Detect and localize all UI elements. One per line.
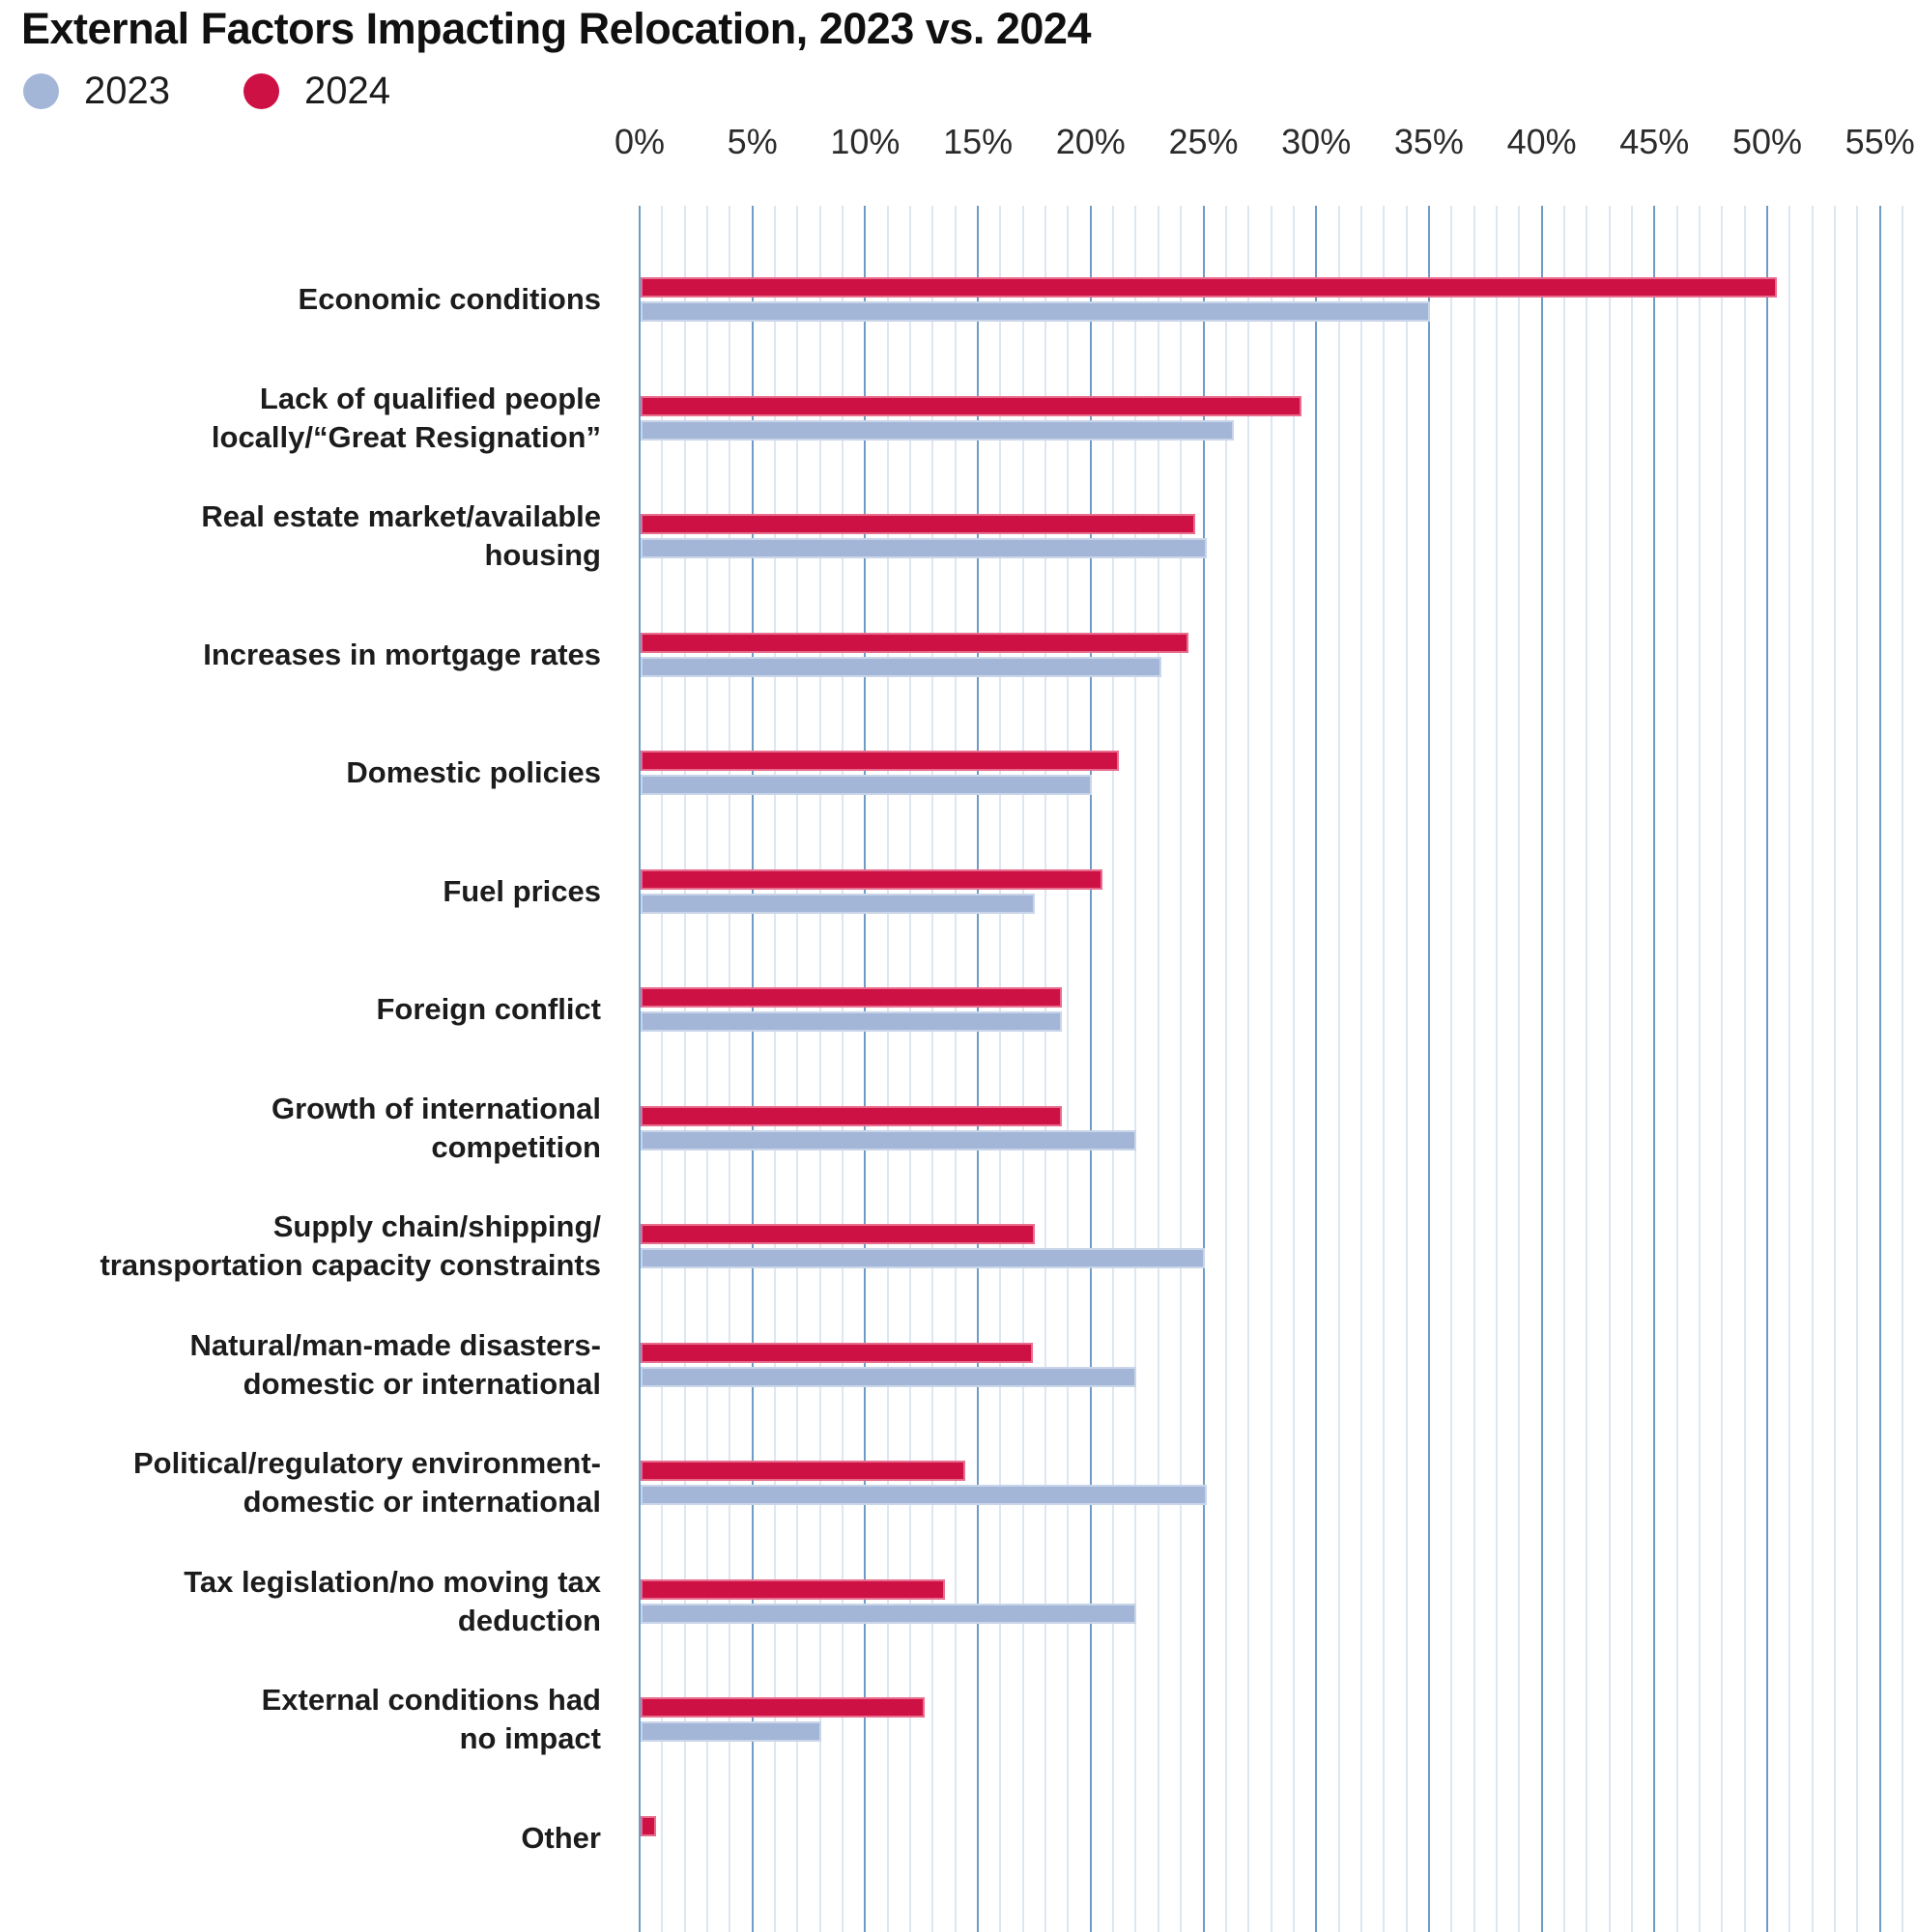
gridline-minor bbox=[1360, 206, 1362, 1932]
gridline-minor bbox=[1609, 206, 1611, 1932]
x-tick-label: 15% bbox=[943, 122, 1014, 161]
gridline-major bbox=[752, 206, 754, 1932]
x-tick-label: 35% bbox=[1393, 122, 1464, 161]
gridline-minor bbox=[729, 206, 730, 1932]
gridline-minor bbox=[684, 206, 686, 1932]
bar-2023 bbox=[641, 894, 1035, 914]
bar-2024 bbox=[641, 1224, 1035, 1244]
category-label bbox=[0, 1563, 601, 1640]
gridline-minor bbox=[796, 206, 798, 1932]
x-tick-label: 40% bbox=[1506, 122, 1577, 161]
bar-2024 bbox=[641, 514, 1195, 534]
gridline-minor bbox=[887, 206, 889, 1932]
gridline-minor bbox=[661, 206, 663, 1932]
category-label-line: Economic conditions bbox=[298, 282, 601, 316]
category-label-line: locally/“Great Resignation” bbox=[211, 419, 601, 454]
bar-2023 bbox=[641, 1604, 1136, 1624]
category-label-line: competition bbox=[431, 1129, 601, 1164]
gridline-minor bbox=[955, 206, 957, 1932]
bar-2023 bbox=[641, 775, 1092, 795]
category-label-line: housing bbox=[484, 538, 601, 572]
gridline-minor bbox=[1496, 206, 1498, 1932]
gridline-major bbox=[639, 206, 641, 1932]
bar-2023 bbox=[641, 538, 1207, 558]
x-tick-label: 30% bbox=[1281, 122, 1352, 161]
gridline-minor bbox=[819, 206, 821, 1932]
category-label-line: Political/regulatory environment- bbox=[132, 1446, 601, 1480]
gridline-major bbox=[864, 206, 866, 1932]
gridline-minor bbox=[1744, 206, 1746, 1932]
legend-label-2023: 2023 bbox=[84, 70, 170, 112]
category-label bbox=[0, 1090, 601, 1167]
gridline-minor bbox=[842, 206, 844, 1932]
gridline-minor bbox=[909, 206, 911, 1932]
gridline-minor bbox=[1338, 206, 1340, 1932]
bar-2024 bbox=[641, 1697, 925, 1718]
gridline-minor bbox=[1563, 206, 1565, 1932]
x-tick-label: 20% bbox=[1055, 122, 1126, 161]
gridline-minor bbox=[1812, 206, 1814, 1932]
category-label-line: Natural/man-made disasters- bbox=[189, 1327, 601, 1362]
gridline-minor bbox=[999, 206, 1001, 1932]
category-label-line: Tax legislation/no moving tax bbox=[184, 1564, 601, 1599]
bar-2024 bbox=[641, 869, 1102, 890]
gridline-minor bbox=[1044, 206, 1046, 1932]
gridline-minor bbox=[1450, 206, 1452, 1932]
bar-2023 bbox=[641, 301, 1430, 322]
category-label bbox=[0, 1819, 601, 1858]
category-label bbox=[0, 872, 601, 911]
category-label bbox=[0, 1444, 601, 1521]
bar-2024 bbox=[641, 1579, 945, 1600]
category-label bbox=[0, 753, 601, 792]
gridline-minor bbox=[1271, 206, 1273, 1932]
category-label-line: deduction bbox=[457, 1603, 601, 1637]
category-label-line: External conditions had bbox=[261, 1683, 601, 1717]
gridline-minor bbox=[1225, 206, 1227, 1932]
bar-2023 bbox=[641, 1485, 1207, 1505]
gridline-minor bbox=[774, 206, 776, 1932]
bar-2024 bbox=[641, 1343, 1033, 1363]
category-label-line: Foreign conflict bbox=[376, 992, 601, 1026]
gridline-minor bbox=[1699, 206, 1701, 1932]
bar-2023 bbox=[641, 1248, 1205, 1268]
x-tick-label: 25% bbox=[1168, 122, 1239, 161]
category-label bbox=[0, 497, 601, 575]
plot-area bbox=[640, 206, 1916, 1932]
bar-2024 bbox=[641, 396, 1301, 416]
bar-2024 bbox=[641, 751, 1119, 771]
gridline-major bbox=[1879, 206, 1881, 1932]
x-tick-label: 0% bbox=[614, 122, 666, 161]
bar-2024 bbox=[641, 277, 1777, 298]
category-label bbox=[0, 990, 601, 1029]
gridline-minor bbox=[1856, 206, 1858, 1932]
gridline-minor bbox=[1631, 206, 1633, 1932]
gridline-minor bbox=[1134, 206, 1136, 1932]
gridline-minor bbox=[1473, 206, 1475, 1932]
gridline-major bbox=[1203, 206, 1205, 1932]
gridline-major bbox=[1653, 206, 1655, 1932]
gridline-minor bbox=[931, 206, 933, 1932]
category-label bbox=[0, 1326, 601, 1404]
x-tick-label: 45% bbox=[1619, 122, 1690, 161]
category-label bbox=[0, 1208, 601, 1285]
bar-2023 bbox=[641, 1367, 1136, 1387]
x-tick-label: 50% bbox=[1731, 122, 1803, 161]
category-label bbox=[0, 1681, 601, 1758]
gridline-minor bbox=[1180, 206, 1182, 1932]
legend-label-2024: 2024 bbox=[303, 70, 390, 112]
category-label-line: no impact bbox=[459, 1721, 601, 1755]
category-label-line: Fuel prices bbox=[443, 873, 601, 908]
gridline-major bbox=[1766, 206, 1768, 1932]
x-tick-label: 55% bbox=[1845, 122, 1915, 161]
gridline-minor bbox=[1676, 206, 1678, 1932]
gridline-major bbox=[1541, 206, 1543, 1932]
gridline-major bbox=[1428, 206, 1430, 1932]
gridline-minor bbox=[1721, 206, 1723, 1932]
gridline-minor bbox=[1383, 206, 1385, 1932]
category-label-line: Real estate market/available bbox=[201, 499, 601, 533]
bar-2024 bbox=[641, 633, 1188, 653]
category-label-line: Supply chain/shipping/ bbox=[272, 1209, 601, 1243]
bar-2024 bbox=[641, 987, 1062, 1008]
gridline-minor bbox=[1247, 206, 1249, 1932]
gridline-minor bbox=[1067, 206, 1069, 1932]
category-label-line: Other bbox=[521, 1820, 601, 1855]
bar-2023 bbox=[641, 1130, 1136, 1151]
category-labels bbox=[0, 0, 618, 1932]
x-tick-label: 10% bbox=[830, 122, 901, 161]
gridline-minor bbox=[1293, 206, 1295, 1932]
gridline-minor bbox=[1518, 206, 1520, 1932]
gridline-minor bbox=[1902, 206, 1903, 1932]
category-label bbox=[0, 280, 601, 319]
category-label bbox=[0, 636, 601, 674]
bar-2024 bbox=[641, 1106, 1062, 1126]
category-label-line: domestic or international bbox=[243, 1366, 601, 1401]
gridline-minor bbox=[1112, 206, 1114, 1932]
gridline-minor bbox=[706, 206, 708, 1932]
category-label bbox=[0, 380, 601, 457]
bar-2023 bbox=[641, 1011, 1062, 1032]
category-label-line: Increases in mortgage rates bbox=[203, 637, 601, 671]
gridline-major bbox=[1315, 206, 1317, 1932]
gridline-minor bbox=[1158, 206, 1159, 1932]
category-label-line: Domestic policies bbox=[346, 755, 601, 789]
bar-2024 bbox=[641, 1461, 965, 1481]
category-label-line: transportation capacity constraints bbox=[100, 1248, 601, 1282]
gridline-minor bbox=[1586, 206, 1587, 1932]
gridline-major bbox=[1090, 206, 1092, 1932]
bar-2023 bbox=[641, 657, 1161, 677]
chart-title: External Factors Impacting Relocation, 2023 vs. 2024 bbox=[21, 4, 1091, 53]
x-tick-label: 5% bbox=[727, 122, 778, 161]
gridline-minor bbox=[1834, 206, 1836, 1932]
bar-2024 bbox=[641, 1816, 656, 1836]
gridline-minor bbox=[1406, 206, 1408, 1932]
gridline-minor bbox=[1788, 206, 1790, 1932]
gridline-major bbox=[977, 206, 979, 1932]
category-label-line: domestic or international bbox=[243, 1485, 601, 1519]
gridline-minor bbox=[1022, 206, 1024, 1932]
category-label-line: Lack of qualified people bbox=[259, 381, 601, 415]
bar-2023 bbox=[641, 1721, 821, 1742]
category-label-line: Growth of international bbox=[272, 1091, 601, 1125]
bar-2023 bbox=[641, 420, 1234, 440]
